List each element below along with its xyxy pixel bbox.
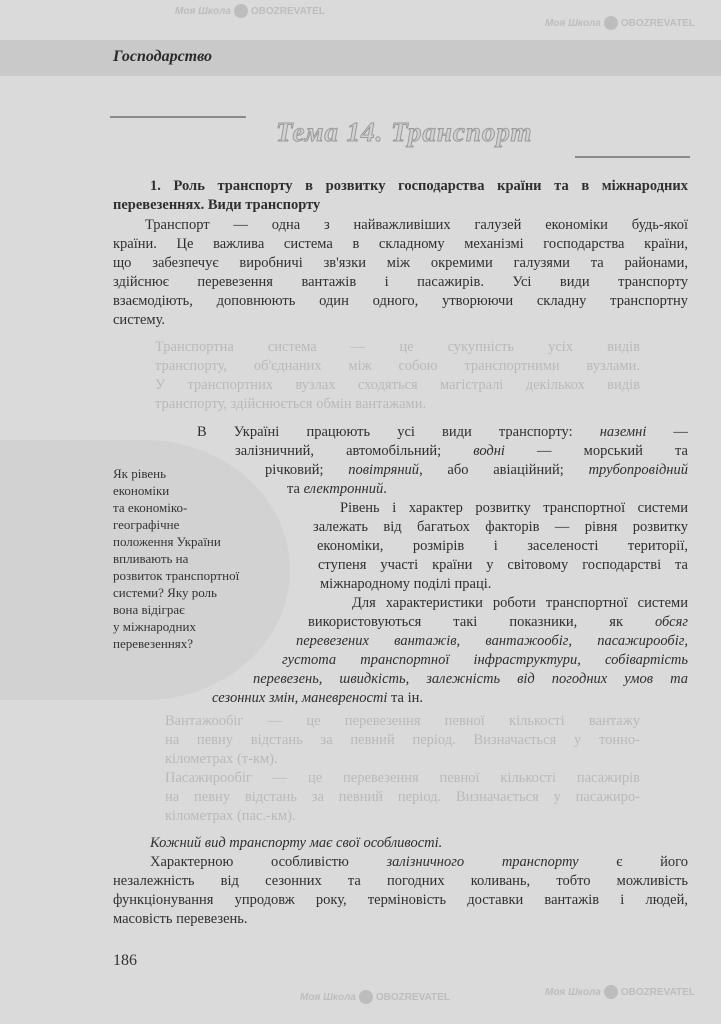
- text-segment: Рівень і характер розвитку транспортної системи: [340, 500, 688, 516]
- heading-line: [150, 177, 688, 196]
- text-segment: на певну відстань за певний період. Визначається у тонно-: [165, 732, 640, 748]
- text-segment: транспорту, об'єднаних між собою транспортними вузлами.: [155, 358, 640, 374]
- text-segment: Пасажирообіг — це перевезення певної кількості пасажирів: [165, 770, 640, 786]
- watermark-left-text: Моя Школа: [545, 18, 601, 29]
- text-segment: країни. Це важлива система в складному механізмі господарства країни,: [113, 236, 688, 252]
- emphasis-text: електронний: [303, 481, 384, 497]
- text-segment: економіки, розмірів і заселеності території,: [317, 538, 688, 554]
- text-segment: річковий;: [265, 462, 349, 478]
- box1-line: [155, 376, 640, 395]
- watermark-right-text: OBOZREVATEL: [250, 6, 325, 17]
- box2-line: [165, 750, 640, 769]
- watermark: [545, 16, 695, 32]
- emphasis-text: залізничного транспорту: [386, 854, 579, 870]
- p1-line: [113, 235, 688, 254]
- watermark-right-text: OBOZREVATEL: [375, 992, 450, 1003]
- text-segment: використовуються такі показники, як: [308, 614, 655, 630]
- text-segment: взаємодіють, доповнюють один одного, утворюючи складну транспортну: [113, 293, 688, 309]
- p1-line: [113, 273, 688, 292]
- heading-line: [113, 196, 688, 215]
- sidebar-question-line: впливають на: [113, 551, 189, 566]
- p4-line: [352, 594, 688, 613]
- watermark-left-text: Моя Школа: [545, 987, 601, 998]
- box2-line: [165, 769, 640, 788]
- watermark-left-text: Моя Школа: [300, 992, 356, 1003]
- sidebar-question-line: у міжнародних: [113, 619, 196, 634]
- p2-line: [235, 442, 688, 461]
- text-segment: залежать від багатьох факторів — рівня розвитку: [313, 519, 688, 535]
- text-segment: та ін.: [387, 690, 424, 706]
- sidebar-question-line: географічне: [113, 517, 180, 532]
- emphasis-text: сезонних змін, маневреності: [212, 690, 388, 706]
- text-segment: що забезпечує виробничі зв'язки між окремими галузями та районами,: [113, 255, 688, 271]
- text-segment: залізничний, автомобільний;: [235, 443, 474, 459]
- text-segment: — морський та: [504, 443, 688, 459]
- box2-line: [165, 712, 640, 731]
- text-segment: В Україні працюють усі види транспорту:: [197, 424, 600, 440]
- sidebar-question-line: розвиток транспортної: [113, 568, 240, 583]
- text-segment: транспорту, здійснюється обмін вантажами.: [155, 396, 427, 412]
- text-segment: є його: [578, 854, 688, 870]
- p4-line: [212, 689, 688, 708]
- text-segment: масовість перевезень.: [113, 911, 248, 927]
- text-segment: функціонування упродовж року, терміновість доставки вантажів і людей,: [113, 892, 688, 908]
- p3-line: [317, 537, 688, 556]
- p3-line: [318, 556, 688, 575]
- emphasis-text: повітряний: [348, 462, 420, 478]
- sidebar-question-line: та економіко-: [113, 500, 188, 515]
- header-band: [0, 40, 721, 76]
- text-segment: У транспортних вузлах сходяться магістралі декількох видів: [155, 377, 640, 393]
- sidebar-question-line: перевезеннях?: [113, 636, 194, 651]
- p4-line: [296, 632, 688, 651]
- emphasis-text: трубопровідний: [588, 462, 688, 478]
- text-segment: Характерною особливістю: [150, 854, 387, 870]
- emphasis-text: перевезень, швидкість, залежність від погодних умов та: [253, 671, 688, 687]
- watermark-right-text: OBOZREVATEL: [620, 18, 695, 29]
- watermark-logo-icon: [604, 985, 618, 999]
- box2-line: [165, 807, 640, 826]
- p1-line: [113, 292, 688, 311]
- text-segment: кілометрах (пас.-км).: [165, 808, 296, 824]
- emphasis-text: водні: [473, 443, 505, 459]
- p2-line: [265, 461, 688, 480]
- text-segment: Вантажообіг — це перевезення певної кількості вантажу: [165, 713, 640, 729]
- watermark: [175, 4, 325, 20]
- p1-line: [113, 254, 688, 273]
- box1-line: [155, 357, 640, 376]
- text-segment: .: [383, 481, 387, 497]
- p5-line: [113, 872, 688, 891]
- title-rule-right: [575, 156, 690, 158]
- watermark-logo-icon: [604, 16, 618, 30]
- emphasis-text: наземні: [599, 424, 647, 440]
- page-number: 186: [113, 952, 137, 969]
- text-segment: та: [287, 481, 304, 497]
- p1-line: [113, 311, 688, 330]
- p5-line: [113, 910, 688, 929]
- box1-line: [155, 395, 640, 414]
- box2-line: [165, 731, 640, 750]
- p4-line: [282, 651, 688, 670]
- emphasis-text: перевезених вантажів, вантажообіг, пасажирообіг,: [296, 633, 688, 649]
- text-segment: , або авіаційний;: [419, 462, 589, 478]
- p3-line: [313, 518, 688, 537]
- text-segment: систему.: [113, 312, 166, 328]
- watermark: [545, 985, 695, 1001]
- box2-line: [165, 788, 640, 807]
- emphasis-text: обсяг: [655, 614, 688, 630]
- text-segment: незалежність від сезонних та погодних коливань, тобто можливість: [113, 873, 688, 889]
- p2-line: [287, 480, 688, 499]
- text-segment: перевезеннях. Види транспорту: [113, 197, 321, 213]
- p5-line: [150, 853, 688, 872]
- sidebar-question-line: положення України: [113, 534, 221, 549]
- text-segment: 1. Роль транспорту в розвитку господарства країни та в міжнародних: [150, 178, 688, 194]
- text-segment: кілометрах (т-км).: [165, 751, 278, 767]
- text-segment: Для характеристики роботи транспортної системи: [352, 595, 688, 611]
- sidebar-question-line: вона відіграє: [113, 602, 185, 617]
- sidebar-question-line: Як рівень: [113, 466, 167, 481]
- p5-line: [150, 834, 688, 853]
- title-rule-left: [110, 116, 246, 118]
- p2-line: [197, 423, 688, 442]
- watermark-logo-icon: [234, 4, 248, 18]
- emphasis-text: густота транспортної інфраструктури, собівартість: [282, 652, 688, 668]
- text-segment: здійснює перевезення вантажів і пасажирів. Усі види транспорту: [113, 274, 688, 290]
- p5-line: [113, 891, 688, 910]
- watermark-left-text: Моя Школа: [175, 6, 231, 17]
- watermark-logo-icon: [359, 990, 373, 1004]
- text-segment: ступеня участі країни у світовому господарстві та: [318, 557, 688, 573]
- sidebar-question-line: економіки: [113, 483, 170, 498]
- p4-line: [308, 613, 688, 632]
- text-segment: міжнародному поділі праці.: [320, 576, 492, 592]
- emphasis-text: Кожний вид транспорту має свої особливості.: [150, 835, 443, 851]
- p3-line: [340, 499, 688, 518]
- watermark-right-text: OBOZREVATEL: [620, 987, 695, 998]
- text-segment: Транспортна система — це сукупність усіх видів: [155, 339, 640, 355]
- text-segment: —: [646, 424, 688, 440]
- text-segment: Транспорт — одна з найважливіших галузей економіки будь-якої: [145, 217, 688, 233]
- section-header: Господарство: [113, 48, 213, 65]
- sidebar-question-line: системи? Яку роль: [113, 585, 217, 600]
- box1-line: [155, 338, 640, 357]
- p4-line: [253, 670, 688, 689]
- watermark: [300, 990, 450, 1006]
- p1-line: [145, 216, 688, 235]
- text-segment: на певну відстань за певний період. Визначається у пасажиро-: [165, 789, 640, 805]
- topic-title: Тема 14. Транспорт: [276, 117, 533, 147]
- p3-line: [320, 575, 688, 594]
